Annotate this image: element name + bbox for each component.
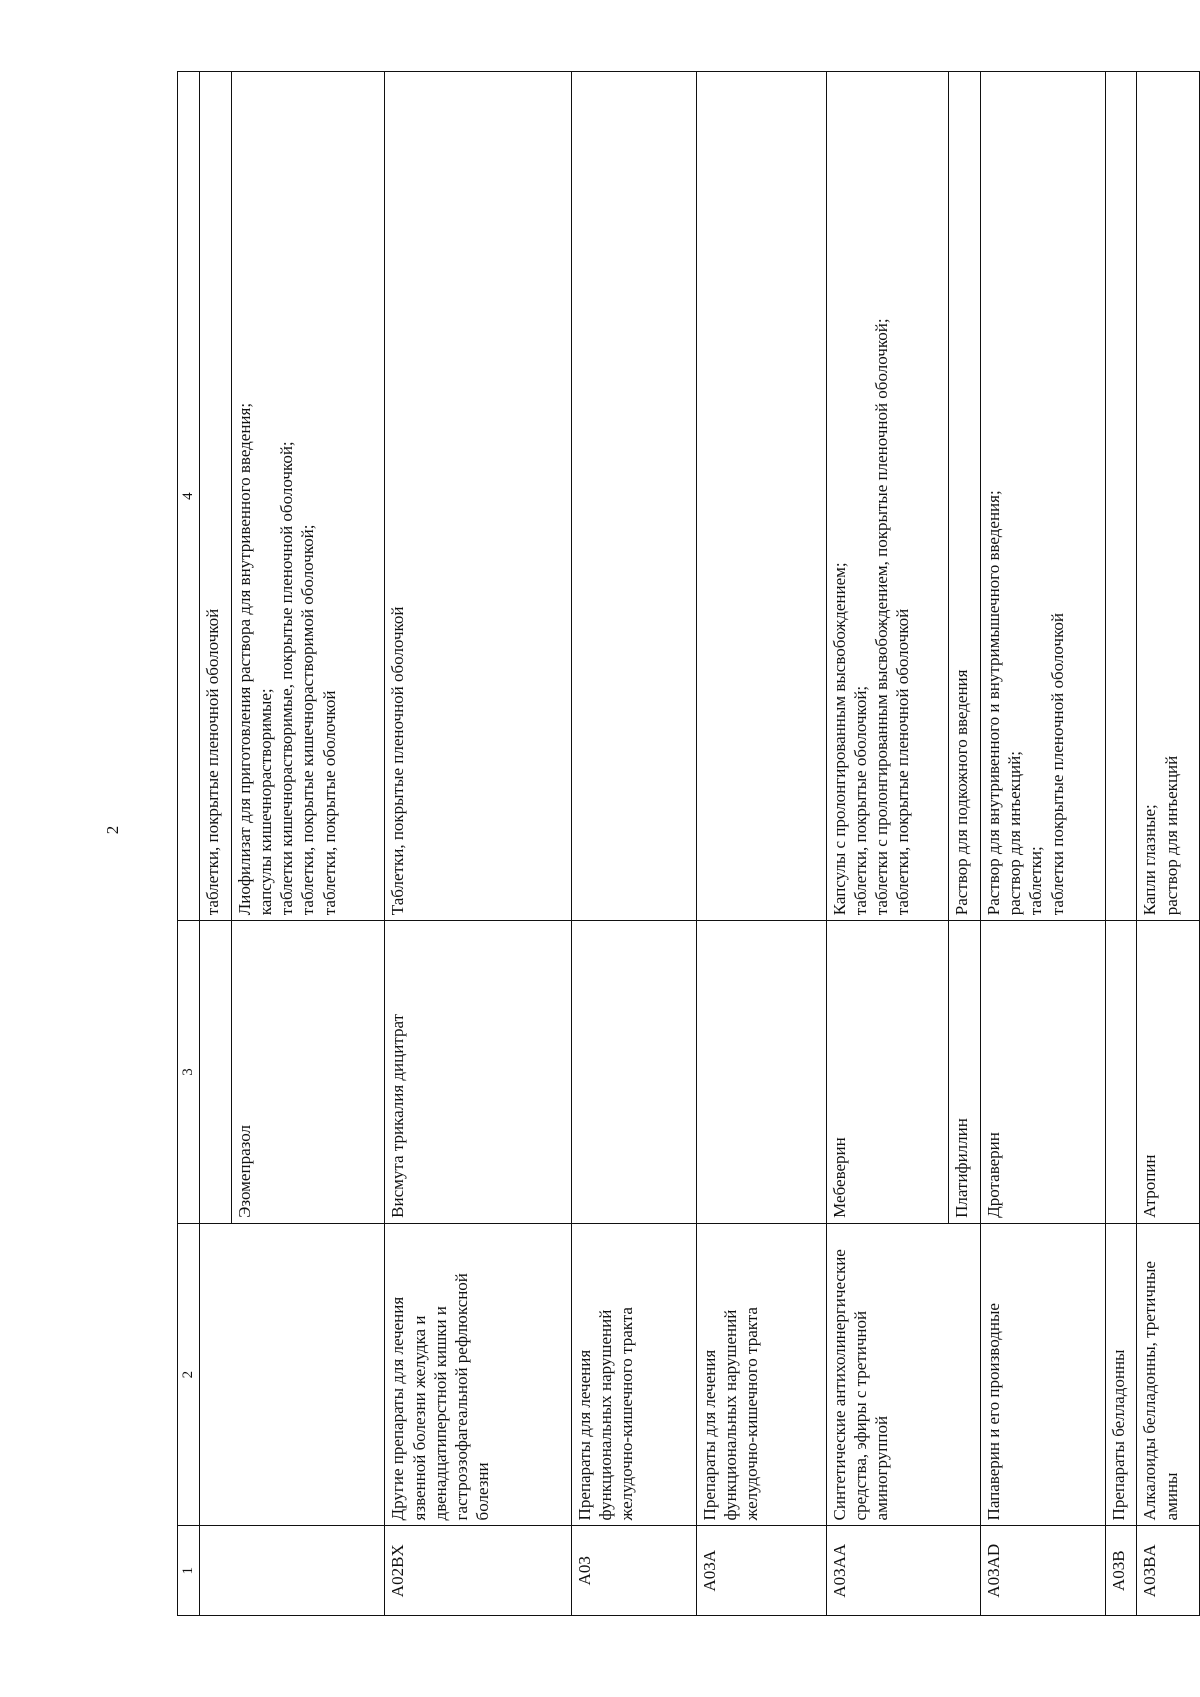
code-cell: A03BA [1137, 1526, 1200, 1616]
table-row [571, 72, 696, 1616]
column-header-3: 3 [178, 921, 200, 1224]
code-cell: A03 [571, 1526, 696, 1616]
form-line: раствор для инъекций [1161, 755, 1181, 916]
form-line: таблетки, покрытые оболочкой; [850, 685, 870, 916]
code-cell: A03B [1105, 1526, 1137, 1616]
drug-cell [1105, 921, 1137, 1224]
code-cell: A02BX [385, 1526, 571, 1616]
forms-cell [826, 72, 949, 921]
forms-cell [1137, 72, 1200, 921]
form-line: таблетки, покрытые оболочкой [319, 690, 339, 916]
forms-cell [385, 72, 571, 921]
forms-cell [980, 72, 1105, 921]
table-row [1105, 72, 1137, 1616]
form-line: таблетки с пролонгированным высвобождением, покрытые пленочной оболочкой; [872, 318, 892, 916]
forms-cell [200, 72, 232, 921]
forms-cell [231, 72, 385, 921]
drug-cell: Мебеверин [826, 921, 949, 1224]
group-cell: Синтетические антихолинергические средства, эфиры с третичной аминогруппой [826, 1223, 980, 1526]
table-row [385, 72, 571, 1616]
group-cell: Папаверин и его производные [980, 1223, 1105, 1526]
form-line: Капли глазные; [1140, 804, 1160, 916]
code-cell: A03AA [826, 1526, 980, 1616]
forms-cell [949, 72, 981, 921]
table-row [980, 72, 1105, 1616]
code-cell: A03A [696, 1526, 826, 1616]
form-line: Раствор для подкожного введения [952, 669, 972, 916]
group-cell: Препараты белладонны [1105, 1223, 1137, 1526]
group-cell: Другие препараты для лечения язвенной болезни желудка и двенадцатиперстной кишки и гастроэзофагеальной рефлюксной болезни [385, 1223, 571, 1526]
drug-classification-table [177, 71, 1200, 1616]
form-line: таблетки, покрытые кишечнорастворимой оболочкой; [298, 524, 318, 916]
form-line: таблетки кишечнорастворимые, покрытые пленочной оболочкой; [277, 441, 297, 916]
drug-cell [200, 921, 232, 1224]
table-row [826, 72, 949, 1616]
form-line: Таблетки, покрытые пленочной оболочкой [388, 606, 408, 916]
group-cell: Препараты для лечения функциональных нарушений желудочно-кишечного тракта [696, 1223, 826, 1526]
code-cell [200, 1526, 385, 1616]
drug-cell [696, 921, 826, 1224]
drug-cell: Атропин [1137, 921, 1200, 1224]
drug-cell [571, 921, 696, 1224]
form-line: Лиофилизат для приготовления раствора для внутривенного введения; [234, 402, 254, 916]
column-header-4: 4 [178, 72, 200, 921]
form-line: капсулы кишечнорастворимые; [255, 688, 275, 916]
form-line: Капсулы с пролонгированным высвобождением; [829, 562, 849, 916]
form-line: таблетки; [1026, 846, 1046, 916]
column-header-1: 1 [178, 1526, 200, 1616]
table-row [696, 72, 826, 1616]
rotated-table-container [177, 71, 1200, 1616]
header-row [178, 72, 200, 1616]
column-header-2: 2 [178, 1223, 200, 1526]
drug-cell: Дротаверин [980, 921, 1105, 1224]
form-line: раствор для инъекций; [1005, 751, 1025, 916]
drug-cell: Платифиллин [949, 921, 981, 1224]
group-cell [200, 1223, 385, 1526]
form-line: таблетки, покрытые пленочной оболочкой [893, 608, 913, 916]
form-line: таблетки, покрытые пленочной оболочкой [203, 608, 222, 916]
code-cell: A03AD [980, 1526, 1105, 1616]
forms-cell [696, 72, 826, 921]
forms-cell [1105, 72, 1137, 921]
table-row [1137, 72, 1200, 1616]
group-cell: Препараты для лечения функциональных нарушений желудочно-кишечного тракта [571, 1223, 696, 1526]
forms-cell [571, 72, 696, 921]
form-line: Раствор для внутривенного и внутримышечного введения; [983, 490, 1003, 916]
drug-cell: Висмута трикалия дицитрат [385, 921, 571, 1224]
form-line: таблетки покрытые пленочной оболочкой [1047, 613, 1067, 916]
group-cell: Алкалоиды белладонны, третичные амины [1137, 1223, 1200, 1526]
table-row [200, 72, 232, 1616]
drug-cell: Эзомепразол [231, 921, 385, 1224]
page-number: 2 [103, 825, 122, 835]
